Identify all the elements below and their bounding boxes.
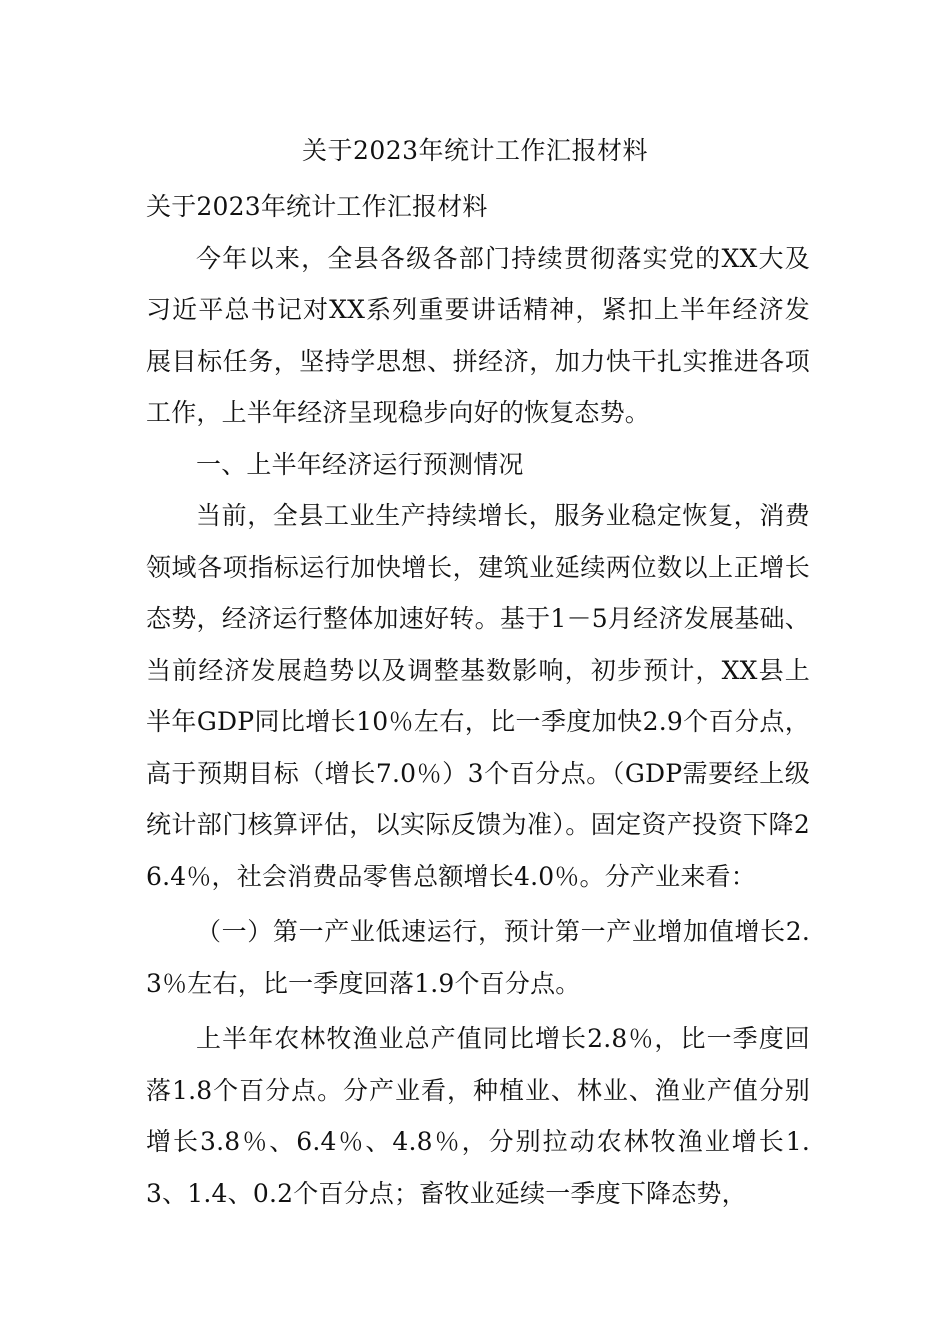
paragraph-heading-repeat: 关于2023年统计工作汇报材料 (146, 192, 488, 221)
paragraph-overview: 当前，全县工业生产持续增长，服务业稳定恢复，消费领域各项指标运行加快增长，建筑业延续两位数以上正增长态势，经济运行整体加速好转。基于1－5月经济发展基础、当前经济发展趋势以及调整基数影响，初步预计，XX县上半年GDP同比增长10％左右，比一季度加快2.9个百分点，高于预期目标（增长7.0％）3个百分点。（GDP需要经上级统计部门核算评估，以实际反馈为准）。固定资产投资下降26.4％，社会消费品零售总额增长4.0％。分产业来看： (146, 501, 810, 891)
paragraph-agriculture: 上半年农林牧渔业总产值同比增长2.8％，比一季度回落1.8个百分点。分产业看，种植业、林业、渔业产值分别增长3.8％、6.4％、4.8％，分别拉动农林牧渔业增长1.3、1.4、0.2个百分点；畜牧业延续一季度下降态势， (146, 1024, 810, 1208)
document-title: 关于2023年统计工作汇报材料 (301, 136, 649, 165)
subsection-heading-1: （一）第一产业低速运行，预计第一产业增加值增长2.3％左右，比一季度回落1.9个百分点。 (146, 917, 810, 998)
section-heading-1: 一、上半年经济运行预测情况 (196, 449, 524, 479)
document-body (146, 181, 810, 1219)
paragraph-intro: 今年以来，全县各级各部门持续贯彻落实党的XX大及习近平总书记对XX系列重要讲话精神，紧扣上半年经济发展目标任务，坚持学思想、拼经济，加力快干扎实推进各项工作，上半年经济呈现稳步向好的恢复态势。 (146, 243, 810, 427)
